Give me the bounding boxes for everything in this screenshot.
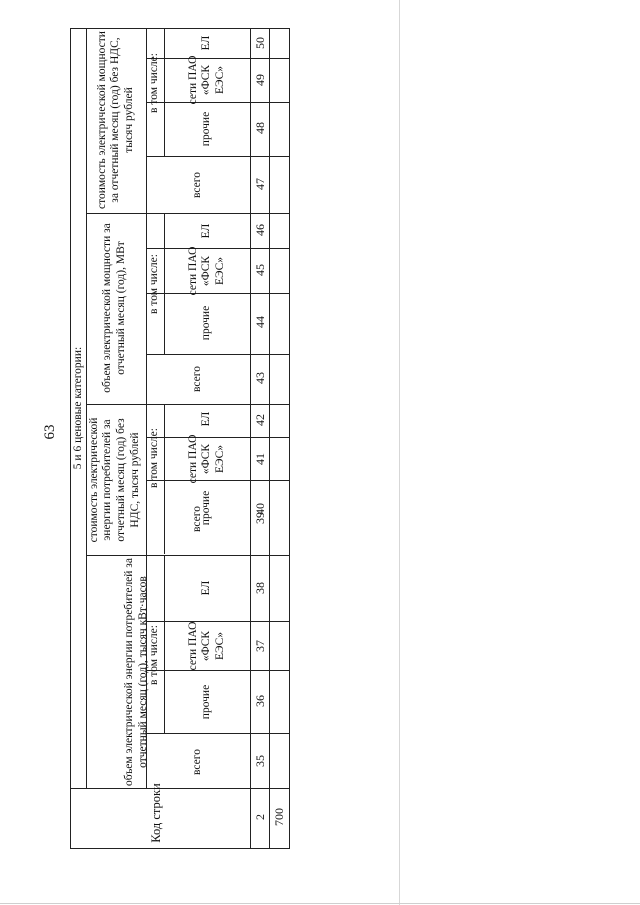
el-label-3: ЕЛ [200, 223, 213, 239]
including-label-1: в том числе: [148, 625, 161, 685]
el-label-2: ЕЛ [200, 411, 213, 427]
column-number-48: 48 [252, 122, 267, 134]
including-label-2: в том числе: [148, 428, 161, 488]
page-number: 63 [41, 424, 58, 440]
column-number-50: 50 [252, 37, 267, 49]
group-label: 5 и 6 ценовые категории: [72, 346, 85, 470]
column-number-42: 42 [252, 414, 267, 426]
total-label-4: всего [191, 172, 204, 198]
column-number-41: 41 [252, 453, 267, 465]
other-label-3: прочие [200, 305, 213, 341]
el-label-4: ЕЛ [200, 35, 213, 51]
other-label-4: прочие [200, 111, 213, 147]
total-label-1: всего [191, 749, 204, 775]
energy-cost-title: стоимость электрической энергии потребителей за отчетный месяц (год) без НДС, тысяч рублей [87, 417, 141, 543]
column-number-39: 39 [252, 512, 267, 524]
header-row-code: 2 [252, 814, 267, 820]
column-number-45: 45 [252, 264, 267, 276]
column-number-40: 40 [252, 503, 267, 515]
column-number-36: 36 [252, 695, 267, 707]
column-number-37: 37 [252, 640, 267, 652]
other-label-2: прочие [200, 490, 213, 526]
power-volume-title: объем электрической мощности за отчетный месяц (год), МВт [101, 223, 127, 393]
network-label-3: сети ПАО «ФСК ЕЭС» [186, 246, 226, 296]
including-label-3: в том числе: [148, 254, 161, 314]
column-number-43: 43 [252, 372, 267, 384]
network-label-1: сети ПАО «ФСК ЕЭС» [186, 621, 226, 671]
including-label-4: в том числе: [148, 53, 161, 113]
row-code-header: Код строки [148, 783, 163, 843]
column-number-44: 44 [252, 316, 267, 328]
column-number-38: 38 [252, 582, 267, 594]
energy-volume-title: объем электрической энергии потребителей за отчетный месяц (год), тысяч кВт·часов [123, 558, 149, 786]
total-label-2: всего [191, 506, 204, 532]
power-cost-title: стоимость электрической мощности за отчетный месяц (год) без НДС, тысяч рублей [95, 31, 135, 209]
column-number-47: 47 [252, 178, 267, 190]
total-label-3: всего [191, 366, 204, 392]
data-row-code: 700 [271, 808, 286, 826]
el-label-1: ЕЛ [200, 580, 213, 596]
column-number-35: 35 [252, 755, 267, 767]
network-label-2: сети ПАО «ФСК ЕЭС» [186, 434, 226, 484]
other-label-1: прочие [200, 684, 213, 720]
column-number-49: 49 [252, 74, 267, 86]
column-number-46: 46 [252, 224, 267, 236]
network-label-4: сети ПАО «ФСК ЕЭС» [186, 55, 226, 105]
